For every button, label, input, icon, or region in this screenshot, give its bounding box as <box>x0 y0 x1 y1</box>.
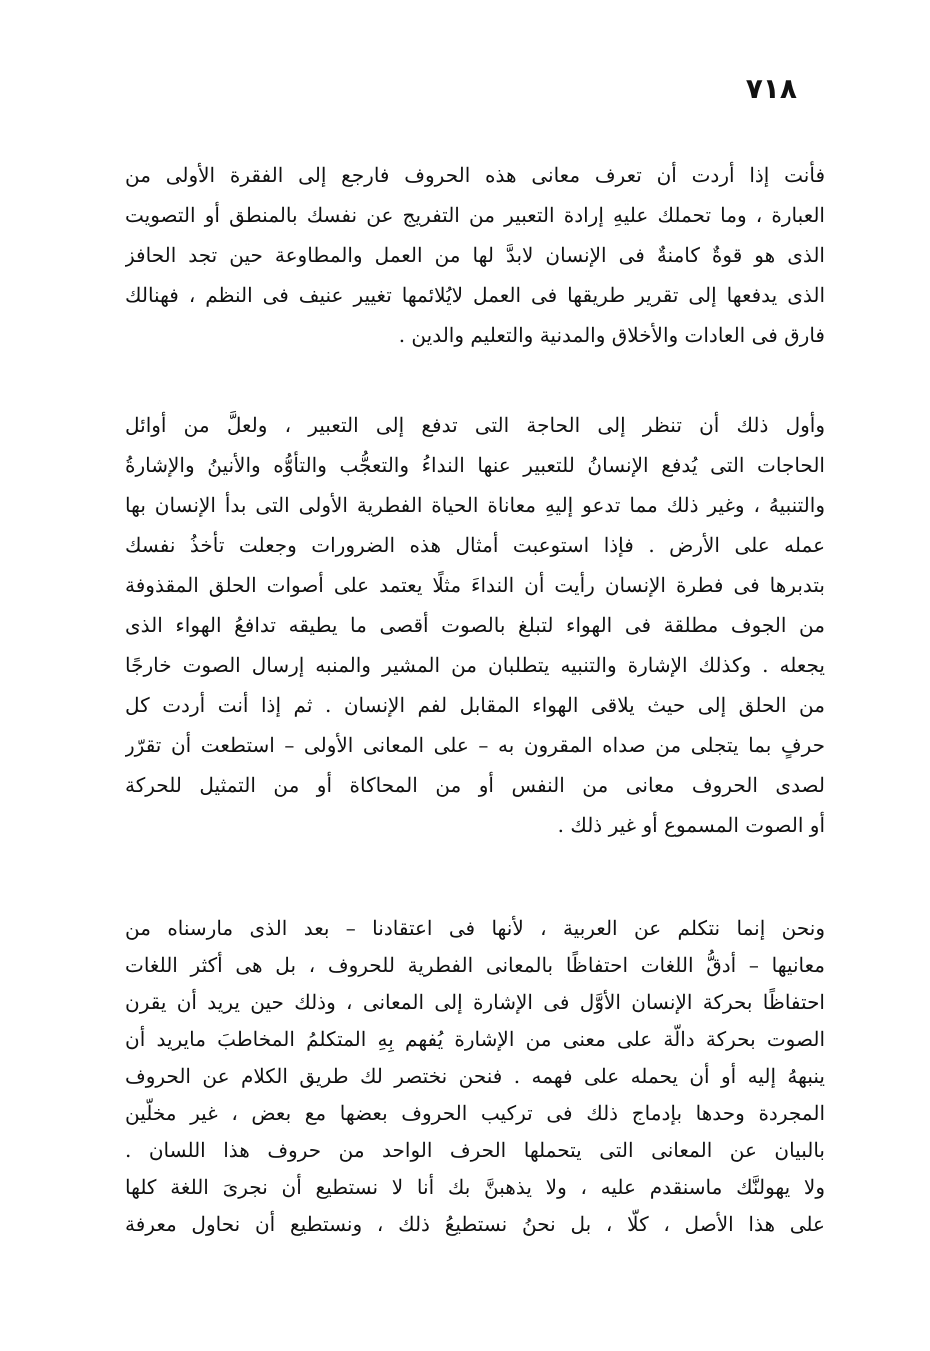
text-line: معانيها – أدقُّ اللغات احتفاظًا بالمعانى الفطرية للحروف ، بل هى أكثر اللغات <box>125 953 825 977</box>
text-line: المجردة وحدها بإدماج ذلك فى تركيب الحروف بعضها مع بعض ، غير مخلّين <box>125 1101 825 1125</box>
text-line: من الجوف مطلقة فى الهواء لتبلغ بالصوت أقصى ما يطيقه تدافعُ الهواء الذى <box>125 613 825 637</box>
text-line: على هذا الأصل ، كلّا ، بل نحنُ نستطيعُ ذلك ، ونستطيع أن نحاول معرفة <box>125 1212 825 1236</box>
text-line: بالبيان عن المعانى التى يتحملها الحرف الواحد من حروف هذا اللسان . <box>125 1138 825 1162</box>
text-line: عمله على الأرض . فإذا استوعبت أمثال هذه الضرورات وجعلت تأخذُ نفسك <box>125 533 825 557</box>
text-line: فارق فى العادات والأخلاق والمدنية والتعليم والدين . <box>398 323 825 347</box>
paragraph-2 <box>125 405 825 845</box>
text-line: الذى يدفعها إلى تقرير طريقها فى العمل لايُلائمها تغيير عنيف فى النظم ، فهنالك <box>125 283 825 307</box>
text-line: العبارة ، وما تحملك عليهِ إرادة التعبير من التفريج عن نفسك بالمنطق أو التصويت <box>125 203 825 227</box>
text-line: يجعله . وكذلك الإشارة والتنبيه يتطلبان من المشير والمنبه إرسال الصوت خارجًا <box>125 653 825 677</box>
paragraph-1 <box>125 155 825 355</box>
text-line: بتدبرها فى فطرة الإنسان رأيت أن النداءَ مثلًا يعتمد على أصوات الحلق المقذوفة <box>125 573 825 597</box>
text-line: والتنبيهُ ، وغير ذلك مما تدعو إليهِ معاناة الحياة الفطرية الأولى التى بدأ الإنسان بها <box>125 493 825 517</box>
text-line: الحاجات التى يُدفع الإنسانُ للتعبير عنها النداءُ والتعجُّب والتأوُّه والأنينُ والإشارةُ <box>125 453 825 477</box>
text-line: ينبههُ إليه أو أن يحمله على فهمه . فنحن نختصر لك طريق الكلام عن الحروف <box>125 1064 825 1088</box>
text-line: احتفاظًا بحركة الإنسان الأوَّل فى الإشارة إلى المعانى ، وذلك حين يريد أن يقرن <box>125 990 825 1014</box>
page-number: ٧١٨ <box>745 72 797 105</box>
text-line: ونحن إنما نتكلم عن العربية ، لأنها فى اعتقادنا – بعد الذى مارسناه من <box>125 916 825 940</box>
text-line: الذى هو قوةٌ كامنةٌ فى الإنسان لابدَّ لها من العمل والمطاوعة حين تجد الحافز <box>125 243 825 267</box>
text-line: من الحلق إلى حيث يلاقى الهواء المقابل لفم الإنسان . ثم إذا أنت أردت كل <box>125 693 825 717</box>
text-line: الصوت بحركة دالّة على معنى من الإشارة يُفهم بِهِ المتكلمُ المخاطبَ مايريد أن <box>125 1027 825 1051</box>
text-line: فأنت إذا أردت أن تعرف معانى هذه الحروف فارجع إلى الفقرة الأولى من <box>125 163 825 187</box>
text-line: أو الصوت المسموع أو غير ذلك . <box>557 813 825 837</box>
text-line: وأول ذلك أن تنظر إلى الحاجة التى تدفع إلى التعبير ، ولعلَّ من أوائل <box>125 413 825 437</box>
text-line: ولا يهولنَّك ماسنقدم عليه ، ولا يذهبنَّ بك أنا لا نستطيع أن نجرىَ اللغة كلها <box>125 1175 825 1199</box>
text-line: حرفٍ بما يتجلى من صداه المقرون به – على المعانى الأولى – استطعت أن تقرّر <box>125 733 825 757</box>
text-line: لصدى الحروف معانى من النفس أو من المحاكاة أو من التمثيل للحركة <box>125 773 825 797</box>
paragraph-3 <box>125 910 825 1243</box>
